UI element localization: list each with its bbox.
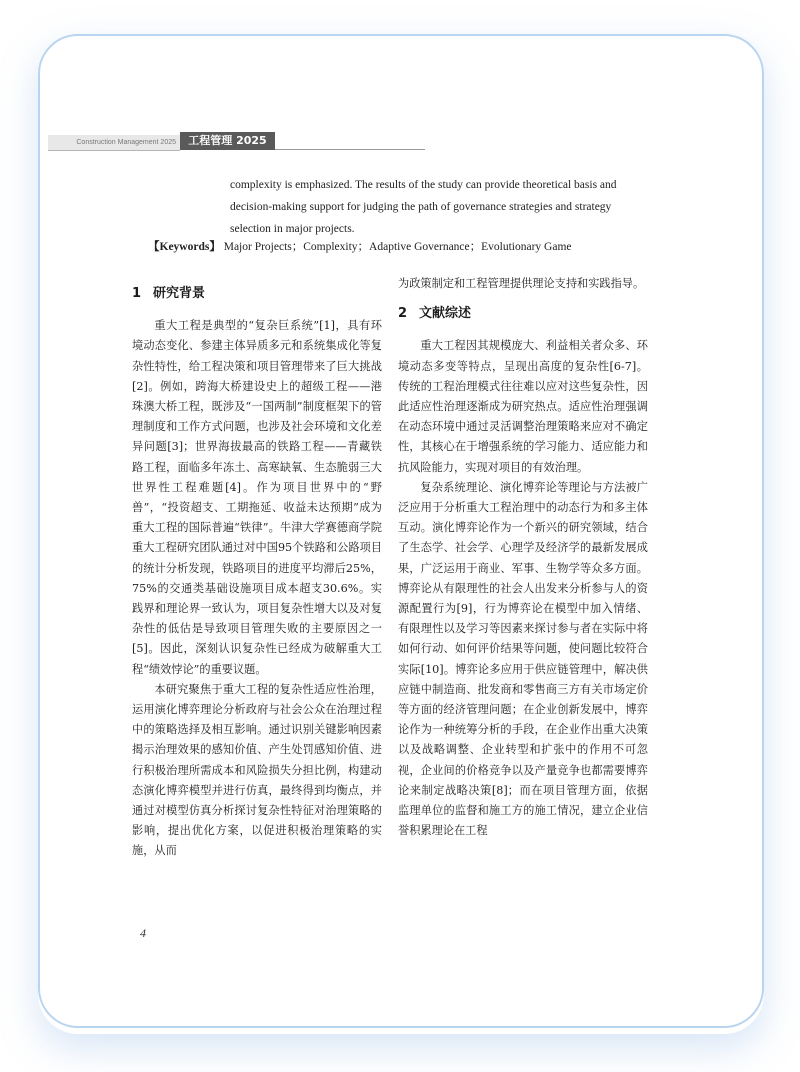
journal-name-en: Construction Management 2025 [48,135,180,151]
section-2-paragraph-1: 重大工程因其规模庞大、利益相关者众多、环境动态多变等特点，呈现出高度的复杂性[6-7]。传统的工程治理模式往往难以应对这些复杂性，因此适应性治理逐渐成为研究热点。适应性治理强调在动态环境中通过灵活调整治理策略来应对不确定性，其核心在于增强系统的学习能力、适应能力和抗风险能力，实现对项目的有效治理。 [398,339,648,474]
section-2-number: 2 [398,306,408,322]
running-header [48,132,408,156]
abstract-tail: complexity is emphasized. The results of the study can provide theoretical basis and decision-making support for judging the path of governance strategies and strategy selection in major projects. [230,179,617,235]
page-number: 4 [140,926,146,940]
keywords-line [148,238,708,254]
section-1-number: 1 [132,286,142,301]
section-2-heading [398,304,648,324]
section-1-title: 研究背景 [153,286,206,301]
section-1-paragraph-2: 本研究聚焦于重大工程的复杂性适应性治理，运用演化博弈理论分析政府与社会公众在治理过程中的策略选择及相互影响。通过识别关键影响因素揭示治理效果的感知价值、产生处罚感知价值、进行积极治理所需成本和风险损失分担比例，构建动态演化博弈模型并进行仿真，最终得到均衡点，并通过对模型仿真分析探讨复杂性特征对治理策略的影响，提出优化方案，以促进积极治理策略的实施，从而 [132,682,382,858]
left-column [132,274,382,862]
header-rule [275,149,425,150]
section-2-title: 文献综述 [419,306,472,322]
journal-name-cn: 工程管理 2025 [180,132,275,150]
section-1-continuation: 为政策制定和工程管理提供理论支持和实践指导。 [398,277,645,290]
keywords-text: Major Projects；Complexity；Adaptive Governance；Evolutionary Game [223,241,572,253]
right-column [398,274,648,841]
page-card [38,34,764,1028]
section-1-heading [132,284,382,304]
keywords-label: 【Keywords】 [148,241,221,253]
section-2-paragraph-2: 复杂系统理论、演化博弈论等理论与方法被广泛应用于分析重大工程治理中的动态行为和多主体互动。演化博弈论作为一个新兴的研究领域，结合了生态学、社会学、心理学及经济学的最新发展成果，广泛运用于商业、军事、生物学等众多方面。博弈论从有限理性的社会人出发来分析参与人的资源配置行为[9]，行为博弈论在模型中加入情绪、有限理性以及学习等因素来探讨参与者在实际中将如何行动、如何评价结果等问题，使问题比较符合实际[10]。博弈论多应用于供应链管理中，解决供应链中制造商、批发商和零售商三方有关市场定价等方面的经济管理问题；在企业创新发展中，博弈论作为一种统筹分析的手段，在企业作出重大决策以及战略调整、企业转型和扩张中的作用不可忽视，企业间的价格竞争以及产量竞争也都需要博弈论来制定战略决策[8]；而在项目管理方面，依据监理单位的监督和施工方的施工情况，建立企业信誉积累理论在工程 [398,480,648,838]
section-1-paragraph-1: 重大工程是典型的“复杂巨系统”[1]，具有环境动态变化、参建主体异质多元和系统集成化等复杂性特性，给工程决策和项目管理带来了巨大挑战[2]。例如，跨海大桥建设史上的超级工程——港珠澳大桥工程，既涉及“一国两制”制度框架下的管理制度和工作方式问题，也涉及社会环境和文化差异问题[3]；世界海拔最高的铁路工程——青藏铁路工程，面临多年冻土、高寒缺氧、生态脆弱三大世界性工程难题[4]。作为项目世界中的“野兽”，“投资超支、工期拖延、收益未达预期”成为重大工程的国际普遍“铁律”。牛津大学赛德商学院重大工程研究团队通过对中国95个铁路和公路项目的统计分析发现，铁路项目的进度平均滞后25%，75%的交通类基础设施项目成本超支30.6%。实践界和理论界一致认为，项目复杂性增大以及对复杂性的低估是导致项目管理失败的主要原因之一[5]。因此，深刻认识复杂性已经成为破解重大工程“绩效悖论”的重要议题。 [132,319,382,676]
